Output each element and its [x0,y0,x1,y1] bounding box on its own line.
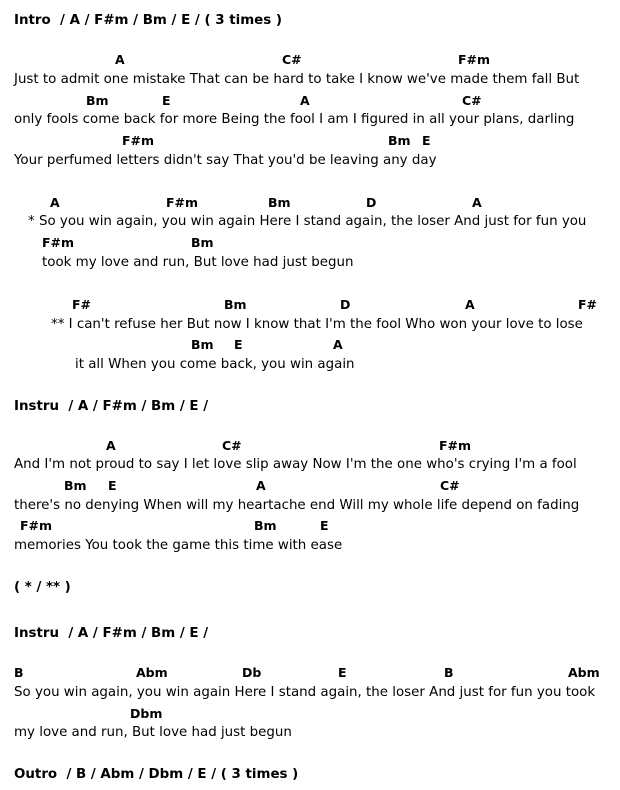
chord: Bm [388,133,411,148]
lyric-line: ** I can't refuse her But now I know that I'm the fool Who won your love to lose [51,317,583,332]
chord: Bm [191,337,214,352]
intro-line: Intro / A / F#m / Bm / E / ( 3 times ) [14,13,282,28]
chord: F# [578,297,598,312]
lyric-line: Your perfumed letters didn't say That you'd be leaving any day [14,153,437,168]
lyric-line: * So you win again, you win again Here I stand again, the loser And just for fun you [28,214,587,229]
chord: C# [440,478,460,493]
chord: C# [462,93,482,108]
chord: E [320,518,329,533]
lyric-line: only fools come back for more Being the fool I am I figured in all your plans, darling [14,112,575,127]
chord: A [333,337,343,352]
chord: D [366,195,377,210]
chord: D [340,297,351,312]
chord: A [300,93,310,108]
chord: Bm [64,478,87,493]
chord: E [422,133,431,148]
instru-line: Instru / A / F#m / Bm / E / [14,626,209,641]
lyric-line: it all When you come back, you win again [75,357,355,372]
chord: A [472,195,482,210]
chord: B [14,665,24,680]
lyric-line: there's no denying When will my heartache end Will my whole life depend on fading [14,498,580,513]
chord: F# [72,297,92,312]
chord: Abm [136,665,168,680]
instru-line: Instru / A / F#m / Bm / E / [14,399,209,414]
chord: E [338,665,347,680]
chord: Abm [568,665,600,680]
lyric-line: my love and run, But love had just begun [14,725,292,740]
chord: Bm [254,518,277,533]
chord: A [256,478,266,493]
lyric-line: memories You took the game this time with ease [14,538,343,553]
chord: C# [282,52,302,67]
chord: C# [222,438,242,453]
chord: F#m [42,235,75,250]
lyric-line: So you win again, you win again Here I stand again, the loser And just for fun you took [14,685,596,700]
chord: F#m [166,195,199,210]
chord: F#m [458,52,491,67]
lyric-line: Just to admit one mistake That can be hard to take I know we've made them fall But [14,72,580,87]
chord: Bm [224,297,247,312]
chord: Bm [268,195,291,210]
chord: A [106,438,116,453]
chord: Bm [86,93,109,108]
outro-line: Outro / B / Abm / Dbm / E / ( 3 times ) [14,767,299,782]
chord: E [234,337,243,352]
chord: E [162,93,171,108]
chord: A [465,297,475,312]
chord: B [444,665,454,680]
lyric-line: took my love and run, But love had just begun [42,255,354,270]
chord: Dbm [130,706,163,721]
chord: E [108,478,117,493]
chord: F#m [20,518,53,533]
chord: Bm [191,235,214,250]
lyric-line: And I'm not proud to say I let love slip away Now I'm the one who's crying I'm a fool [14,457,577,472]
repeat-marker: ( * / ** ) [14,580,71,595]
chord: F#m [439,438,472,453]
chord: F#m [122,133,155,148]
chord: Db [242,665,262,680]
chord: A [50,195,60,210]
chord: A [115,52,125,67]
